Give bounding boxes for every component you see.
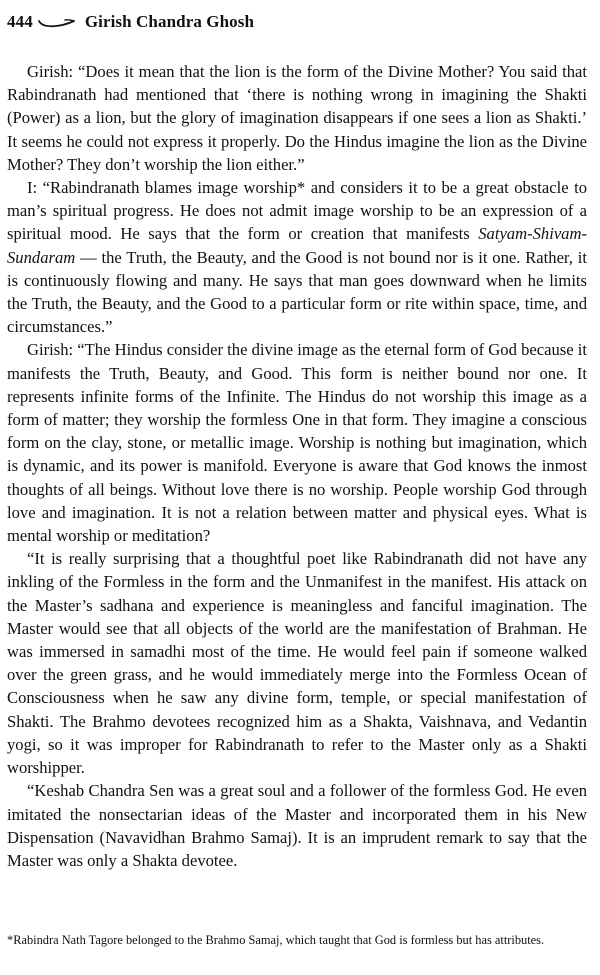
footnote: *Rabindra Nath Tagore belonged to the Brahmo Samaj, which taught that God is formless but has attributes. [7,933,545,947]
satyam-shivam-sundaram: Satyam-Shivam-Sundaram [7,224,587,267]
swash-ornament-icon [37,15,77,29]
running-head-title: Girish Chandra Ghosh [84,12,255,31]
paragraph-rabindranath-image-worship [7,176,587,338]
paragraph-master-sadhana: “It is really surprising that a thoughtful poet like Rabindranath did not have any inkling of the Formless in the form and the Unmanifest in the manifest. His attack on the Master’s sadhana and experience is meaningless and fanciful imagination. The Master would see that all objects of the world are the manifestation of Brahman. He was immersed in samadhi most of the time. He would feel pain if someone walked over the green grass, and he would immediately merge into the Formless Ocean of Consciousness when he saw any divine form, temple, or special manifestation of Shakti. The Brahmo devotees recognized him as a Shakta, Vaishnava, and Vedantin yogi, so it was improper for Rabindranath to refer to the Master only as a Shakti worshipper. [7,549,587,778]
paragraph-text-before: I: “Rabindranath blames image worship* and considers it to be a great obstacle to man’s spiritual progress. He does not admit image worship to be an expression of a spiritual mood. He says that the form or creation that manifests [7,178,587,244]
running-head [7,10,254,34]
body-text [7,60,587,872]
paragraph-girish-divine-image: Girish: “The Hindus consider the divine image as the eternal form of God because it manifests the Truth, Beauty, and Good. This form is neither bound nor one. It represents infinite forms of the Infinite. The Hindus do not worship this image as a form of matter; they worship the formless One in that form. They imagine a conscious form on the clay, stone, or metallic image. Worship is nothing but imagination, which is dynamic, and its power is manifold. Everyone is aware that God knows the inmost thoughts of all beings. Without love there is no worship. People worship God through love and imagination. It is not a relation between matter and physical eyes. What is mental worship or meditation? [7,340,587,546]
paragraph-keshab-chandra-sen: “Keshab Chandra Sen was a great soul and a follower of the formless God. He even imitated the nonsectarian ideas of the Master and incorporated them in his New Dispensation (Navavidhan Brahmo Samaj). It is an imprudent remark to say that the Master was only a Shakta devotee. [7,781,587,870]
paragraph-text-after: — the Truth, the Beauty, and the Good is not bound nor is it one. Rather, it is continuously flowing and many. He says that man goes downward when he limits the Truth, the Beauty, and the Good to a particular form or rite within space, time, and circumstances.” [7,247,587,337]
page-number: 444 [7,12,33,31]
paragraph-girish-lion: Girish: “Does it mean that the lion is the form of the Divine Mother? You said that Rabindranath had mentioned that ‘there is nothing wrong in imagining the Shakti (Power) as a lion, but the glory of imagination disappears if one sees a lion as Shakti.’ It seems he could not express it properly. Do the Hindus imagine the lion as the Divine Mother? They don’t worship the lion either.” [7,62,587,174]
